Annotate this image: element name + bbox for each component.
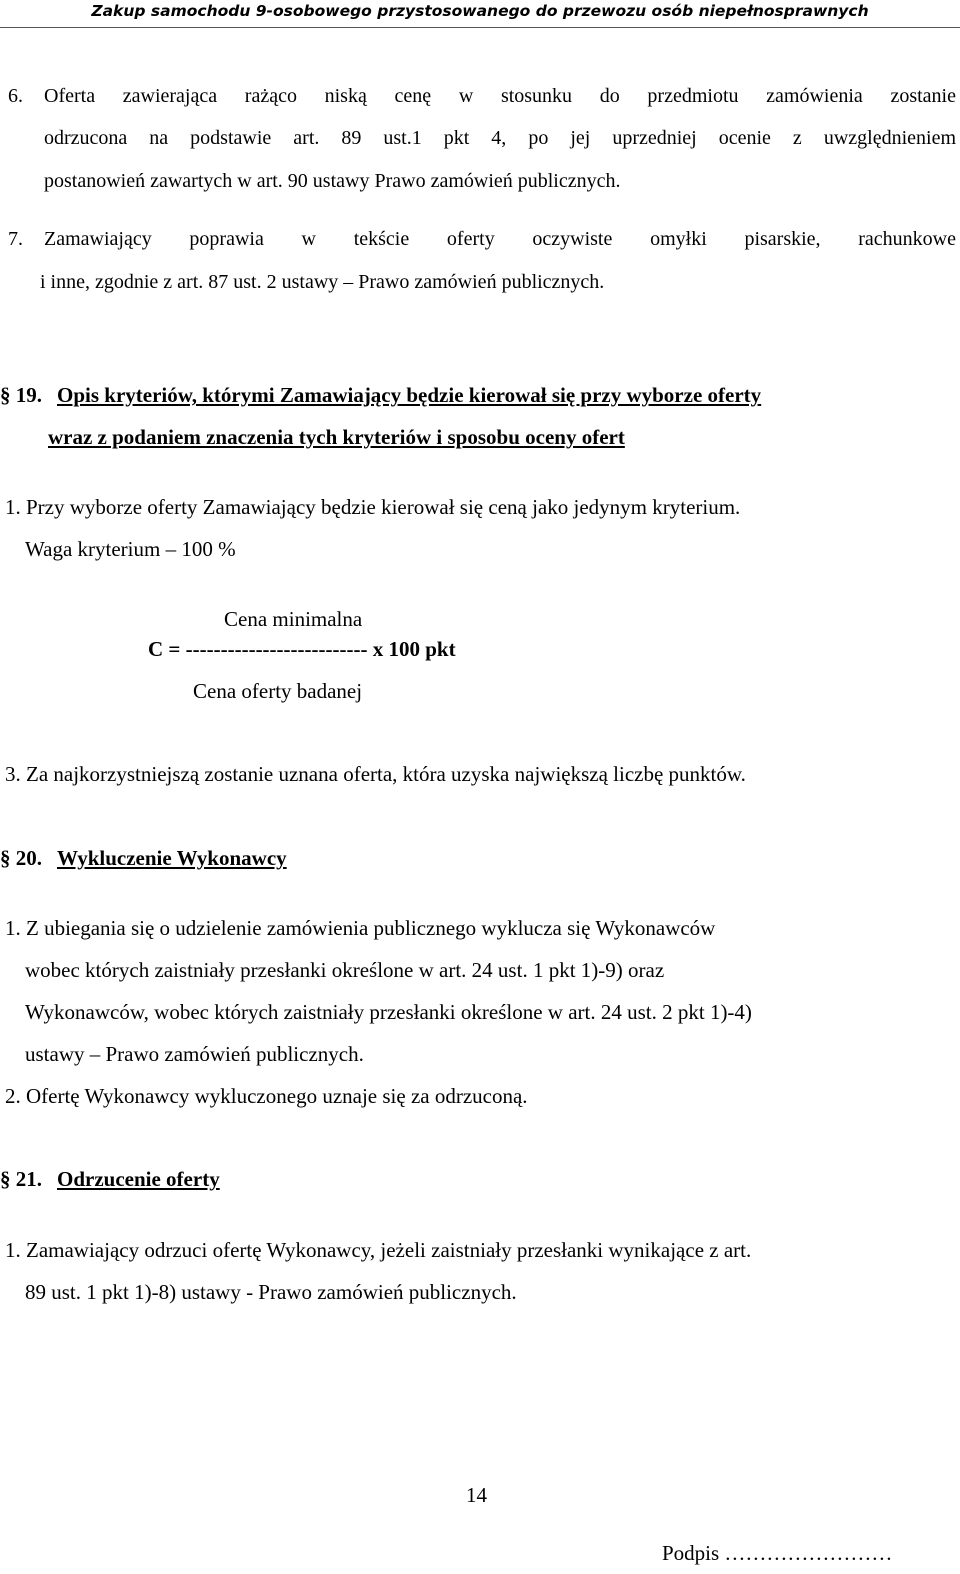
- item-6-line-3: postanowień zawartych w art. 90 ustawy Prawo zamówień publicznych.: [44, 170, 621, 192]
- section-21-mark: § 21.: [0, 1167, 42, 1191]
- section-19-point-1: 1. Przy wyborze oferty Zamawiający będzie kierował się ceną jako jedynym kryterium.: [5, 495, 741, 519]
- section-21-point-1-line-2: 89 ust. 1 pkt 1)-8) ustawy - Prawo zamówień publicznych.: [25, 1280, 517, 1304]
- section-19-point-3: 3. Za najkorzystniejszą zostanie uznana oferta, która uzyska największą liczbę punktów.: [5, 762, 746, 786]
- section-21-title: Odrzucenie oferty: [57, 1167, 220, 1191]
- section-21-point-1-line-1: 1. Zamawiający odrzuci ofertę Wykonawcy, jeżeli zaistniały przesłanki wynikające z art.: [5, 1238, 752, 1262]
- item-6-number: 6.: [8, 85, 23, 107]
- page-number: 14: [466, 1483, 487, 1507]
- formula-denominator: Cena oferty badanej: [193, 679, 363, 703]
- item-6-line-2: odrzucona na podstawie art. 89 ust.1 pkt 4, po jej uprzedniej ocenie z uwzględnieniem: [44, 127, 956, 149]
- section-20-point-1-line-3: Wykonawców, wobec których zaistniały przesłanki określone w art. 24 ust. 2 pkt 1)-4): [25, 1000, 752, 1024]
- section-19-weight: Waga kryterium – 100 %: [25, 537, 236, 561]
- document-header: Zakup samochodu 9-osobowego przystosowanego do przewozu osób niepełnosprawnych: [91, 2, 869, 20]
- section-20-mark: § 20.: [0, 846, 42, 870]
- section-20-title: Wykluczenie Wykonawcy: [57, 846, 287, 870]
- section-20-point-1-line-4: ustawy – Prawo zamówień publicznych.: [25, 1042, 364, 1066]
- item-7-number: 7.: [8, 228, 23, 250]
- section-19-title-line-2: wraz z podaniem znaczenia tych kryteriów i sposobu oceny ofert: [48, 425, 625, 449]
- section-20-point-1-line-1: 1. Z ubiegania się o udzielenie zamówienia publicznego wyklucza się Wykonawców: [5, 916, 716, 940]
- section-20-point-1-line-2: wobec których zaistniały przesłanki określone w art. 24 ust. 1 pkt 1)-9) oraz: [25, 958, 665, 982]
- section-19-mark: § 19.: [0, 383, 42, 407]
- formula-main: C = -------------------------- x 100 pkt: [148, 637, 456, 661]
- item-7-line-1: Zamawiający poprawia w tekście oferty oczywiste omyłki pisarskie, rachunkowe: [44, 228, 956, 250]
- signature-line: Podpis ……………………: [662, 1541, 893, 1565]
- formula-numerator: Cena minimalna: [224, 607, 363, 631]
- header-divider: [0, 27, 960, 28]
- section-20-point-2: 2. Ofertę Wykonawcy wykluczonego uznaje się za odrzuconą.: [5, 1084, 528, 1108]
- item-7-line-2: i inne, zgodnie z art. 87 ust. 2 ustawy – Prawo zamówień publicznych.: [40, 271, 605, 293]
- section-19-title-line-1: Opis kryteriów, którymi Zamawiający będzie kierował się przy wyborze oferty: [57, 383, 762, 407]
- item-6-line-1: Oferta zawierająca rażąco niską cenę w stosunku do przedmiotu zamówienia zostanie: [44, 85, 956, 107]
